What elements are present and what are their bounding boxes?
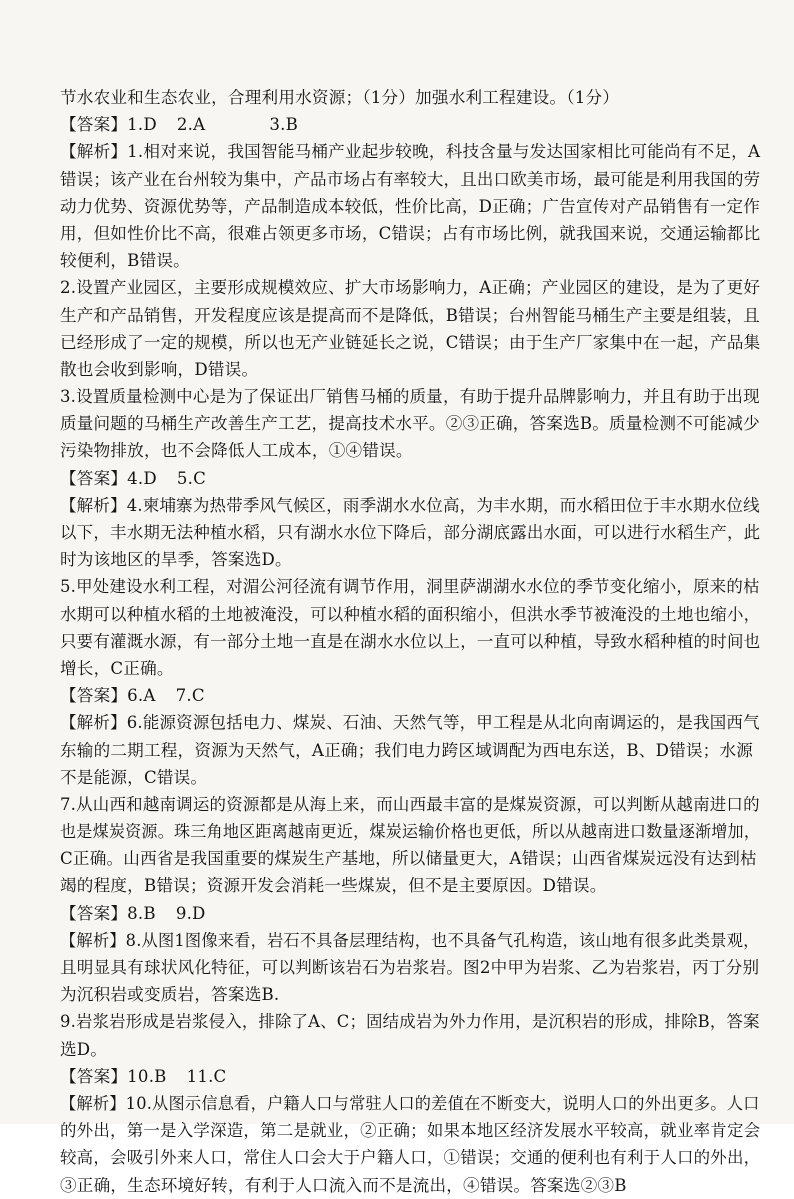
text-line: 节水农业和生态农业，合理利用水资源；（1分）加强水利工程建设。（1分） — [60, 88, 620, 107]
text-line: 2.设置产业园区，主要形成规模效应、扩大市场影响力，A正确；产业园区的建设，是为了更好 — [60, 278, 761, 298]
answer-item: 11.C — [186, 1066, 227, 1086]
text-line: 较便利，B错误。 — [60, 251, 190, 271]
text-line: 散也会收到影响，D错误。 — [60, 359, 259, 379]
text-line: 污染物排放，也不会降低人工成本，①④错误。 — [60, 441, 413, 461]
answer-line — [60, 465, 760, 492]
text-line: 【解析】10.从图示信息看，户籍人口与常驻人口的差值在不断变大，说明人口的外出更多。人口 — [60, 1093, 760, 1113]
text-line: 用，但如性价比不高，很难占领更多市场，C错误；占有市场比例，就我国来说，交通运输都比 — [60, 223, 761, 243]
answer-line — [60, 682, 760, 709]
text-line: 也是煤炭资源。珠三角地区距离越南更近，煤炭运输价格也更低，所以从越南进口数量逐渐增加， — [60, 822, 761, 842]
answer-text-body — [60, 84, 760, 1199]
answer-line — [60, 900, 760, 927]
text-line: ③正确，生态环境好转，有利于人口流入而不是流出，④错误。答案选②③B — [60, 1175, 627, 1195]
text-line: 的外出，第一是入学深造，第二是就业，②正确；如果本地区经济发展水平较高，就业率肯定会 — [60, 1121, 761, 1141]
text-line: 不是能源，C错误。 — [60, 767, 208, 787]
text-line: 【解析】8.从图1图像来看，岩石不具备层理结构，也不具备气孔构造，该山地有很多此类景观， — [60, 930, 760, 950]
text-line: 9.岩浆岩形成是岩浆侵入，排除了A、C；固结成岩为外力作用，是沉积岩的形成，排除B，答案 — [60, 1012, 760, 1032]
answer-item: 【答案】10.B — [60, 1066, 167, 1086]
text-line: 7.从山西和越南调运的资源都是从海上来，而山西最丰富的是煤炭资源，可以判断从越南进口的 — [60, 794, 760, 814]
answer-item: 【答案】8.B — [60, 903, 156, 923]
text-line: 【解析】6.能源资源包括电力、煤炭、石油、天然气等，甲工程是从北向南调运的，是我国西气 — [60, 713, 760, 733]
answer-item: 3.B — [269, 115, 298, 135]
answer-item: 【答案】1.D — [60, 115, 157, 135]
answer-item: 2.A — [176, 115, 206, 135]
text-line: 5.甲处建设水利工程，对湄公河径流有调节作用，洞里萨湖湖水水位的季节变化缩小，原来的枯 — [60, 577, 760, 597]
text-line: 只要有灌溉水源，有一部分土地一直是在湖水水位以上，一直可以种植，导致水稻种植的时间也 — [60, 631, 761, 651]
text-line: 竭的程度，B错误；资源开发会消耗一些煤炭，但不是主要原因。D错误。 — [60, 876, 607, 896]
text-line: 已经形成了一定的规模，所以也无产业链延长之说，C错误；由于生产厂家集中在一起，产品集 — [60, 332, 761, 352]
answer-item: 7.C — [175, 686, 205, 706]
answer-item: 【答案】4.D — [60, 468, 157, 488]
text-line: 水期可以种植水稻的土地被淹没，可以种植水稻的面积缩小，但洪水季节被淹没的土地也缩小， — [60, 604, 761, 624]
text-line: 【解析】1.相对来说，我国智能马桶产业起步较晚，科技含量与发达国家相比可能尚有不足，A — [60, 142, 761, 162]
text-line: 以下，丰水期无法种植水稻，只有湖水水位下降后，部分湖底露出水面，可以进行水稻生产，此 — [60, 523, 761, 542]
text-line: 增长，C正确。 — [60, 658, 174, 678]
text-line: 选D。 — [60, 1039, 108, 1059]
text-line: 为沉积岩或变质岩，答案选B. — [60, 985, 280, 1005]
answer-line — [60, 111, 760, 138]
text-line: 且明显具有球状风化特征，可以判断该岩石为岩浆岩。图2中甲为岩浆、乙为岩浆岩，丙丁分别 — [60, 958, 760, 977]
answer-item: 【答案】6.A — [60, 686, 156, 706]
text-line: C正确。山西省是我国重要的煤炭生产基地，所以储量更大，A错误；山西省煤炭远没有达到枯 — [60, 849, 757, 869]
text-line: 东输的二期工程，资源为天然气，A正确；我们电力跨区域调配为西电东送，B、D错误；水源 — [60, 740, 754, 760]
answer-item: 9.D — [175, 903, 206, 923]
answer-item: 5.C — [176, 468, 207, 488]
text-line: 生产和产品销售，开发程度应该是提高而不是降低，B错误；台州智能马桶生产主要是组装，且 — [60, 305, 760, 325]
answer-line — [60, 1063, 760, 1090]
text-line: 时为该地区的旱季，答案选D。 — [60, 550, 292, 570]
text-line: 较高，会吸引外来人口，常住人口会大于户籍人口，①错误；交通的便利也有利于人口的外出， — [60, 1148, 761, 1168]
text-line: 质量问题的马桶生产改善生产工艺，提高技术水平。②③正确，答案选B。质量检测不可能减少 — [60, 414, 760, 434]
text-line: 错误；该产业在台州较为集中，产品市场占有率较大，且出口欧美市场，最可能是利用我国的劳 — [60, 169, 761, 189]
text-line: 【解析】4.柬埔寨为热带季风气候区，雨季湖水水位高，为丰水期，而水稻田位于丰水期水位线 — [60, 495, 760, 515]
text-line: 3.设置质量检测中心是为了保证出厂销售马桶的质量，有助于提升品牌影响力，并且有助于出现 — [60, 387, 760, 407]
text-line: 动力优势、资源优势等，产品制造成本较低，性价比高，D正确；广告宣传对产品销售有一定作 — [60, 196, 761, 216]
